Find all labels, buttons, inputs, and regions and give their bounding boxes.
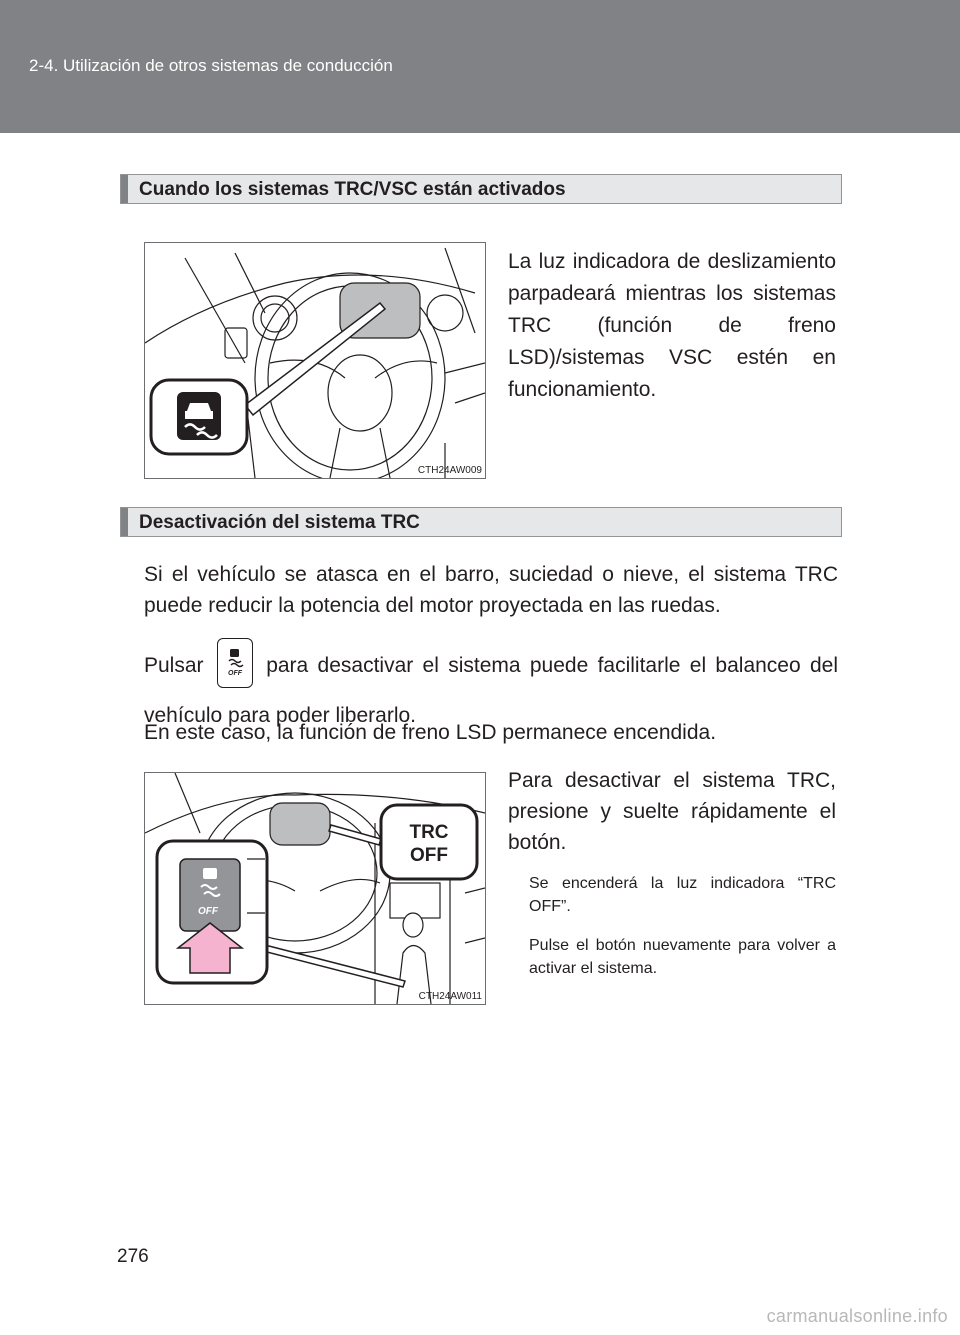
- console-illustration: [145, 773, 485, 1004]
- section-title-bar-trc-deactivation: [120, 507, 842, 537]
- console-figure-trc-off-switch: [144, 772, 486, 1005]
- figure-code: CTH24AW009: [417, 465, 482, 476]
- note-reactivate: Pulse el botón nuevamente para volver a activar el sistema.: [529, 937, 836, 977]
- dashboard-illustration: [145, 243, 485, 478]
- switch-off-label: OFF: [198, 906, 218, 917]
- section-title-bar-trc-vsc-active: [120, 174, 842, 204]
- section-title: Cuando los sistemas TRC/VSC están activados: [139, 179, 566, 200]
- callout-line-1: TRC: [409, 822, 449, 843]
- page-number: 276: [117, 1246, 149, 1267]
- slip-indicator-description: La luz indicadora de deslizamiento parpadeará mientras los sistemas TRC (función de freno LSD)/sistemas VSC estén en funcionamiento.: [508, 250, 836, 401]
- callout-line-2: OFF: [410, 845, 448, 866]
- page-header: [0, 0, 960, 133]
- vsc-off-button-icon: [217, 638, 253, 688]
- press-description: para desactivar el sistema puede facilitarle el balanceo del vehículo para poder liberarlo.: [144, 654, 839, 727]
- chapter-title: 2-4. Utilización de otros sistemas de conducción: [29, 56, 393, 75]
- paragraph-lsd-remains: En este caso, la función de freno LSD permanece encendida.: [144, 721, 717, 744]
- button-off-label: OFF: [227, 670, 242, 678]
- note-indicator-on: Se encenderá la luz indicadora “TRC OFF”.: [529, 875, 836, 915]
- dashboard-figure-slip-indicator: [144, 242, 486, 479]
- section-title: Desactivación del sistema TRC: [139, 512, 420, 533]
- watermark: carmanualsonline.info: [766, 1306, 948, 1326]
- figure-code: CTH24AW011: [418, 991, 482, 1002]
- paragraph-stuck-vehicle: Si el vehículo se atasca en el barro, suciedad o nieve, el sistema TRC puede reducir la potencia del motor proyectada en las ruedas.: [144, 563, 838, 617]
- deactivate-trc-instruction: Para desactivar el sistema TRC, presione y suelte rápidamente el botón.: [508, 769, 836, 854]
- slip-indicator-icon: [177, 392, 221, 440]
- press-label: Pulsar: [144, 654, 204, 677]
